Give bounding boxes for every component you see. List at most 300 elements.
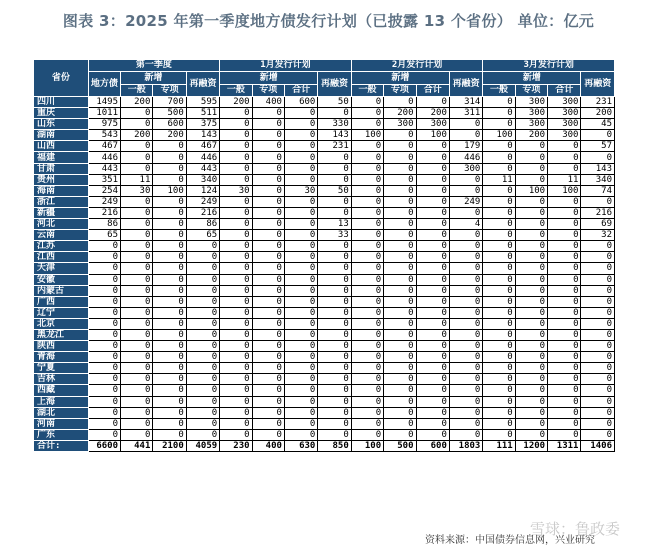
value-cell: 0 xyxy=(384,152,416,163)
value-cell: 0 xyxy=(186,318,219,329)
bond-issuance-table xyxy=(33,59,615,452)
value-cell: 0 xyxy=(318,318,351,329)
value-cell: 1803 xyxy=(449,440,482,451)
value-cell: 0 xyxy=(252,141,284,152)
value-cell: 0 xyxy=(351,207,383,218)
header-province: 省份 xyxy=(34,60,89,97)
value-cell: 179 xyxy=(449,141,482,152)
value-cell: 0 xyxy=(220,407,252,418)
value-cell: 0 xyxy=(284,174,317,185)
table-row xyxy=(34,108,615,119)
value-cell: 0 xyxy=(220,207,252,218)
value-cell: 0 xyxy=(121,230,153,241)
value-cell: 0 xyxy=(351,296,383,307)
value-cell: 0 xyxy=(515,374,547,385)
province-cell: 天津 xyxy=(34,263,89,274)
value-cell: 446 xyxy=(88,152,120,163)
value-cell: 0 xyxy=(449,374,482,385)
table-row xyxy=(34,241,615,252)
value-cell: 0 xyxy=(581,152,615,163)
value-cell: 0 xyxy=(515,396,547,407)
value-cell: 0 xyxy=(252,252,284,263)
value-cell: 0 xyxy=(416,230,449,241)
value-cell: 0 xyxy=(121,329,153,340)
table-row xyxy=(34,174,615,185)
value-cell: 231 xyxy=(318,141,351,152)
value-cell: 0 xyxy=(416,341,449,352)
value-cell: 0 xyxy=(318,363,351,374)
value-cell: 0 xyxy=(186,363,219,374)
value-cell: 0 xyxy=(186,329,219,340)
value-cell: 0 xyxy=(384,130,416,141)
value-cell: 300 xyxy=(416,119,449,130)
value-cell: 0 xyxy=(284,396,317,407)
value-cell: 0 xyxy=(548,363,581,374)
value-cell: 0 xyxy=(252,329,284,340)
value-cell: 0 xyxy=(153,307,186,318)
value-cell: 0 xyxy=(284,130,317,141)
table-row xyxy=(34,207,615,218)
table-row xyxy=(34,329,615,340)
value-cell: 0 xyxy=(449,429,482,440)
value-cell: 0 xyxy=(284,152,317,163)
value-cell: 0 xyxy=(284,352,317,363)
value-cell: 0 xyxy=(351,341,383,352)
value-cell: 0 xyxy=(121,108,153,119)
value-cell: 0 xyxy=(220,152,252,163)
value-cell: 0 xyxy=(384,196,416,207)
value-cell: 0 xyxy=(220,329,252,340)
value-cell: 0 xyxy=(318,108,351,119)
header-special: 专项 xyxy=(153,85,186,97)
source-note: 资料来源：中国债券信息网，兴业研究 xyxy=(425,535,595,546)
value-cell: 0 xyxy=(121,307,153,318)
value-cell: 200 xyxy=(220,97,252,108)
value-cell: 111 xyxy=(483,440,515,451)
value-cell: 0 xyxy=(483,108,515,119)
value-cell: 86 xyxy=(88,219,120,230)
value-cell: 0 xyxy=(483,296,515,307)
value-cell: 0 xyxy=(153,418,186,429)
value-cell: 0 xyxy=(153,207,186,218)
value-cell: 0 xyxy=(416,363,449,374)
value-cell: 0 xyxy=(153,274,186,285)
table-row xyxy=(34,274,615,285)
header-new: 新增 xyxy=(121,72,187,85)
header-total: 合计 xyxy=(548,85,581,97)
value-cell: 0 xyxy=(351,252,383,263)
value-cell: 0 xyxy=(186,374,219,385)
value-cell: 0 xyxy=(220,352,252,363)
value-cell: 0 xyxy=(515,207,547,218)
value-cell: 0 xyxy=(416,97,449,108)
value-cell: 0 xyxy=(351,185,383,196)
value-cell: 0 xyxy=(121,352,153,363)
province-cell: 辽宁 xyxy=(34,307,89,318)
value-cell: 0 xyxy=(220,274,252,285)
value-cell: 100 xyxy=(351,130,383,141)
value-cell: 0 xyxy=(483,141,515,152)
value-cell: 0 xyxy=(548,285,581,296)
value-cell: 0 xyxy=(483,307,515,318)
value-cell: 0 xyxy=(318,285,351,296)
value-cell: 0 xyxy=(284,329,317,340)
value-cell: 0 xyxy=(351,318,383,329)
value-cell: 0 xyxy=(548,318,581,329)
value-cell: 0 xyxy=(384,418,416,429)
header-new: 新增 xyxy=(220,72,318,85)
value-cell: 0 xyxy=(252,219,284,230)
value-cell: 0 xyxy=(416,263,449,274)
value-cell: 11 xyxy=(548,174,581,185)
value-cell: 0 xyxy=(548,263,581,274)
value-cell: 0 xyxy=(483,407,515,418)
value-cell: 45 xyxy=(581,119,615,130)
value-cell: 0 xyxy=(351,429,383,440)
value-cell: 0 xyxy=(449,230,482,241)
value-cell: 0 xyxy=(483,318,515,329)
table-row xyxy=(34,307,615,318)
value-cell: 0 xyxy=(416,418,449,429)
header-jan: 1月发行计划 xyxy=(220,60,352,72)
value-cell: 0 xyxy=(252,274,284,285)
value-cell: 0 xyxy=(153,296,186,307)
value-cell: 0 xyxy=(88,396,120,407)
value-cell: 0 xyxy=(581,385,615,396)
value-cell: 0 xyxy=(121,318,153,329)
value-cell: 0 xyxy=(384,219,416,230)
value-cell: 4 xyxy=(449,219,482,230)
value-cell: 0 xyxy=(384,207,416,218)
value-cell: 0 xyxy=(515,363,547,374)
value-cell: 630 xyxy=(284,440,317,451)
value-cell: 0 xyxy=(153,429,186,440)
header-special: 专项 xyxy=(384,85,416,97)
value-cell: 0 xyxy=(220,108,252,119)
table-row xyxy=(34,97,615,108)
province-cell: 云南 xyxy=(34,230,89,241)
value-cell: 0 xyxy=(252,207,284,218)
value-cell: 0 xyxy=(318,196,351,207)
value-cell: 0 xyxy=(284,363,317,374)
value-cell: 0 xyxy=(284,407,317,418)
value-cell: 33 xyxy=(318,230,351,241)
value-cell: 0 xyxy=(284,230,317,241)
value-cell: 143 xyxy=(186,130,219,141)
value-cell: 0 xyxy=(483,207,515,218)
value-cell: 0 xyxy=(220,263,252,274)
value-cell: 0 xyxy=(351,285,383,296)
value-cell: 0 xyxy=(581,130,615,141)
value-cell: 0 xyxy=(88,307,120,318)
value-cell: 0 xyxy=(252,318,284,329)
value-cell: 595 xyxy=(186,97,219,108)
value-cell: 0 xyxy=(284,263,317,274)
value-cell: 65 xyxy=(88,230,120,241)
value-cell: 57 xyxy=(581,141,615,152)
value-cell: 300 xyxy=(548,130,581,141)
value-cell: 0 xyxy=(153,285,186,296)
value-cell: 13 xyxy=(318,219,351,230)
value-cell: 231 xyxy=(581,97,615,108)
value-cell: 0 xyxy=(220,307,252,318)
value-cell: 0 xyxy=(220,141,252,152)
value-cell: 0 xyxy=(153,196,186,207)
province-cell: 河南 xyxy=(34,418,89,429)
value-cell: 0 xyxy=(318,396,351,407)
value-cell: 0 xyxy=(252,119,284,130)
value-cell: 0 xyxy=(449,285,482,296)
value-cell: 200 xyxy=(121,97,153,108)
value-cell: 200 xyxy=(384,108,416,119)
value-cell: 600 xyxy=(416,440,449,451)
value-cell: 0 xyxy=(220,396,252,407)
value-cell: 0 xyxy=(351,263,383,274)
value-cell: 0 xyxy=(220,429,252,440)
value-cell: 100 xyxy=(483,130,515,141)
value-cell: 0 xyxy=(515,341,547,352)
value-cell: 0 xyxy=(416,385,449,396)
value-cell: 0 xyxy=(186,307,219,318)
table-row xyxy=(34,119,615,130)
value-cell: 0 xyxy=(351,363,383,374)
value-cell: 0 xyxy=(284,341,317,352)
province-cell: 江西 xyxy=(34,252,89,263)
total-row xyxy=(34,440,615,451)
value-cell: 0 xyxy=(351,352,383,363)
value-cell: 500 xyxy=(384,440,416,451)
value-cell: 0 xyxy=(515,141,547,152)
value-cell: 100 xyxy=(515,185,547,196)
value-cell: 351 xyxy=(88,174,120,185)
province-cell: 山西 xyxy=(34,141,89,152)
value-cell: 0 xyxy=(515,385,547,396)
value-cell: 0 xyxy=(581,252,615,263)
value-cell: 0 xyxy=(220,385,252,396)
province-cell: 安徽 xyxy=(34,274,89,285)
value-cell: 0 xyxy=(384,97,416,108)
header-general: 一般 xyxy=(351,85,383,97)
value-cell: 441 xyxy=(121,440,153,451)
value-cell: 0 xyxy=(318,341,351,352)
value-cell: 0 xyxy=(284,196,317,207)
value-cell: 0 xyxy=(515,230,547,241)
value-cell: 0 xyxy=(384,296,416,307)
value-cell: 0 xyxy=(252,230,284,241)
value-cell: 0 xyxy=(515,252,547,263)
header-local-debt: 地方债 xyxy=(88,72,120,97)
header-general: 一般 xyxy=(483,85,515,97)
table-row xyxy=(34,385,615,396)
value-cell: 0 xyxy=(384,141,416,152)
value-cell: 0 xyxy=(581,285,615,296)
value-cell: 0 xyxy=(416,141,449,152)
value-cell: 0 xyxy=(416,374,449,385)
value-cell: 0 xyxy=(351,174,383,185)
value-cell: 0 xyxy=(284,163,317,174)
value-cell: 0 xyxy=(88,296,120,307)
value-cell: 0 xyxy=(121,196,153,207)
table-row xyxy=(34,374,615,385)
value-cell: 0 xyxy=(121,163,153,174)
value-cell: 0 xyxy=(153,230,186,241)
value-cell: 0 xyxy=(220,341,252,352)
value-cell: 0 xyxy=(416,207,449,218)
value-cell: 0 xyxy=(121,396,153,407)
value-cell: 0 xyxy=(121,119,153,130)
value-cell: 0 xyxy=(351,274,383,285)
value-cell: 0 xyxy=(548,141,581,152)
value-cell: 0 xyxy=(449,119,482,130)
value-cell: 0 xyxy=(384,374,416,385)
value-cell: 311 xyxy=(449,108,482,119)
value-cell: 467 xyxy=(186,141,219,152)
header-feb: 2月发行计划 xyxy=(351,60,483,72)
value-cell: 0 xyxy=(351,407,383,418)
value-cell: 1311 xyxy=(548,440,581,451)
value-cell: 0 xyxy=(384,341,416,352)
value-cell: 0 xyxy=(121,207,153,218)
province-cell: 江苏 xyxy=(34,241,89,252)
value-cell: 0 xyxy=(416,152,449,163)
value-cell: 0 xyxy=(548,241,581,252)
value-cell: 0 xyxy=(318,174,351,185)
value-cell: 0 xyxy=(483,230,515,241)
province-cell: 西藏 xyxy=(34,385,89,396)
header-general: 一般 xyxy=(220,85,252,97)
value-cell: 0 xyxy=(220,418,252,429)
value-cell: 0 xyxy=(121,296,153,307)
value-cell: 511 xyxy=(186,108,219,119)
value-cell: 0 xyxy=(483,285,515,296)
value-cell: 0 xyxy=(581,341,615,352)
value-cell: 50 xyxy=(318,97,351,108)
value-cell: 0 xyxy=(449,418,482,429)
value-cell: 543 xyxy=(88,130,120,141)
value-cell: 0 xyxy=(284,296,317,307)
value-cell: 0 xyxy=(515,274,547,285)
value-cell: 0 xyxy=(548,296,581,307)
value-cell: 6600 xyxy=(88,440,120,451)
value-cell: 200 xyxy=(153,130,186,141)
value-cell: 0 xyxy=(416,252,449,263)
value-cell: 0 xyxy=(449,307,482,318)
province-cell: 福建 xyxy=(34,152,89,163)
value-cell: 0 xyxy=(351,241,383,252)
value-cell: 0 xyxy=(581,307,615,318)
value-cell: 0 xyxy=(515,418,547,429)
value-cell: 0 xyxy=(581,363,615,374)
value-cell: 0 xyxy=(483,119,515,130)
table-row xyxy=(34,263,615,274)
value-cell: 300 xyxy=(548,119,581,130)
value-cell: 0 xyxy=(153,341,186,352)
value-cell: 0 xyxy=(449,407,482,418)
province-cell: 海南 xyxy=(34,185,89,196)
value-cell: 0 xyxy=(121,274,153,285)
value-cell: 0 xyxy=(318,418,351,429)
value-cell: 0 xyxy=(186,352,219,363)
value-cell: 0 xyxy=(284,307,317,318)
value-cell: 0 xyxy=(384,274,416,285)
value-cell: 0 xyxy=(88,274,120,285)
province-cell: 陕西 xyxy=(34,341,89,352)
value-cell: 0 xyxy=(384,163,416,174)
table-row xyxy=(34,363,615,374)
value-cell: 0 xyxy=(88,241,120,252)
value-cell: 0 xyxy=(220,230,252,241)
value-cell: 600 xyxy=(284,97,317,108)
value-cell: 200 xyxy=(581,108,615,119)
value-cell: 0 xyxy=(515,152,547,163)
value-cell: 0 xyxy=(284,241,317,252)
value-cell: 0 xyxy=(88,363,120,374)
value-cell: 0 xyxy=(416,407,449,418)
value-cell: 0 xyxy=(318,307,351,318)
value-cell: 0 xyxy=(252,185,284,196)
value-cell: 0 xyxy=(351,329,383,340)
value-cell: 0 xyxy=(416,185,449,196)
value-cell: 375 xyxy=(186,119,219,130)
value-cell: 850 xyxy=(318,440,351,451)
header-total: 合计 xyxy=(284,85,317,97)
value-cell: 300 xyxy=(449,163,482,174)
table-row xyxy=(34,285,615,296)
value-cell: 0 xyxy=(449,263,482,274)
table-row xyxy=(34,352,615,363)
value-cell: 0 xyxy=(384,263,416,274)
value-cell: 0 xyxy=(351,219,383,230)
value-cell: 0 xyxy=(284,285,317,296)
value-cell: 0 xyxy=(121,152,153,163)
value-cell: 0 xyxy=(220,219,252,230)
value-cell: 0 xyxy=(153,363,186,374)
province-cell: 四川 xyxy=(34,97,89,108)
value-cell: 0 xyxy=(384,241,416,252)
value-cell: 0 xyxy=(318,296,351,307)
value-cell: 0 xyxy=(220,119,252,130)
value-cell: 0 xyxy=(186,296,219,307)
value-cell: 30 xyxy=(284,185,317,196)
value-cell: 0 xyxy=(515,407,547,418)
value-cell: 0 xyxy=(581,241,615,252)
value-cell: 0 xyxy=(384,185,416,196)
value-cell: 200 xyxy=(515,130,547,141)
value-cell: 0 xyxy=(483,241,515,252)
value-cell: 330 xyxy=(318,119,351,130)
value-cell: 0 xyxy=(483,418,515,429)
value-cell: 400 xyxy=(252,440,284,451)
value-cell: 0 xyxy=(351,385,383,396)
value-cell: 0 xyxy=(186,407,219,418)
value-cell: 0 xyxy=(121,252,153,263)
value-cell: 1495 xyxy=(88,97,120,108)
value-cell: 0 xyxy=(581,396,615,407)
value-cell: 0 xyxy=(186,274,219,285)
value-cell: 0 xyxy=(318,329,351,340)
value-cell: 0 xyxy=(416,318,449,329)
value-cell: 0 xyxy=(318,429,351,440)
value-cell: 0 xyxy=(548,396,581,407)
value-cell: 0 xyxy=(548,341,581,352)
header-general: 一般 xyxy=(121,85,153,97)
value-cell: 0 xyxy=(449,352,482,363)
value-cell: 0 xyxy=(483,385,515,396)
value-cell: 0 xyxy=(548,252,581,263)
table-row xyxy=(34,230,615,241)
value-cell: 0 xyxy=(284,252,317,263)
value-cell: 230 xyxy=(220,440,252,451)
